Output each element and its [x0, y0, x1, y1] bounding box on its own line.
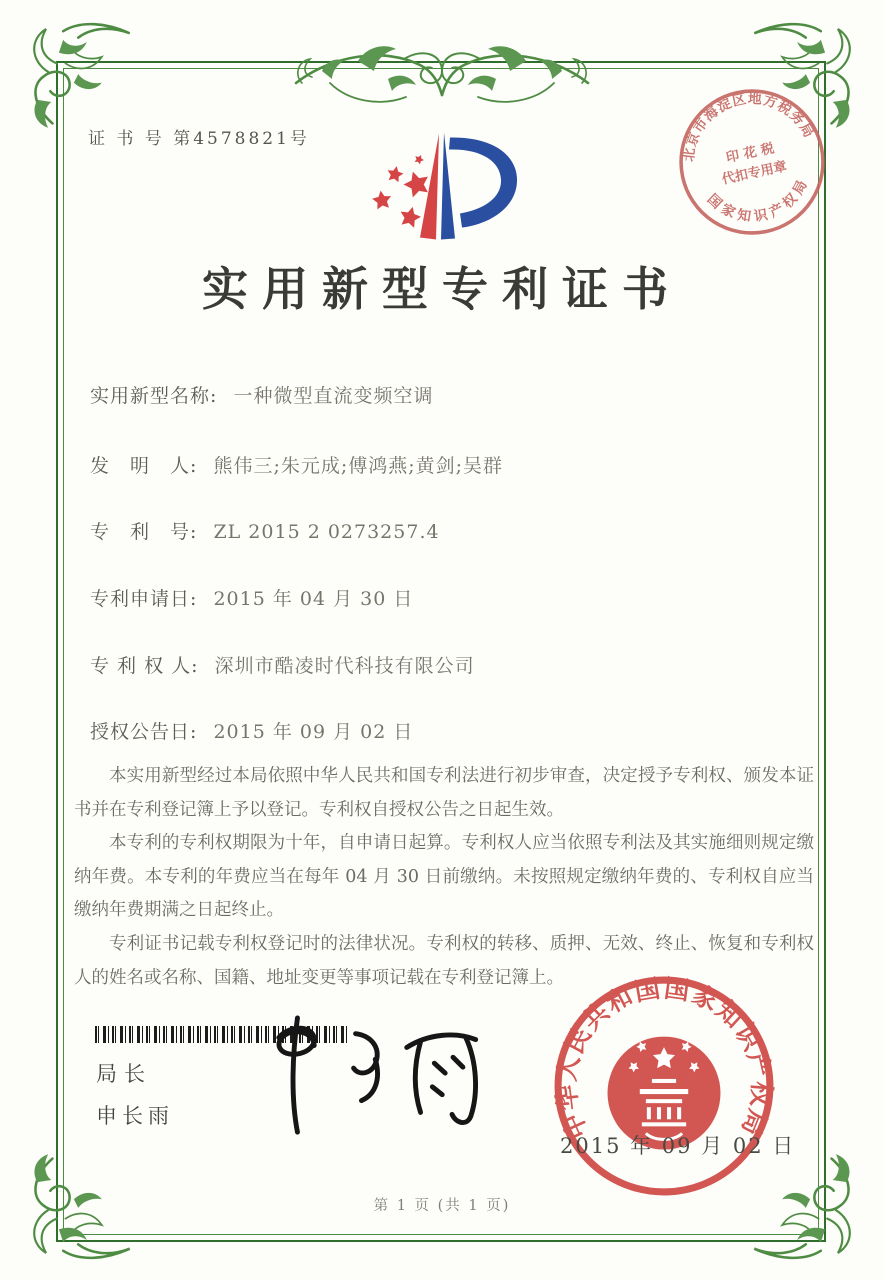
legal-paragraph-1: 本实用新型经过本局依照中华人民共和国专利法进行初步审查，决定授予专利权、颁发本证书并在专利登记簿上予以登记。专利权自授权公告之日起生效。 [74, 766, 814, 820]
commissioner-name: 申长雨 [96, 1104, 174, 1128]
field-patent-number [90, 517, 440, 544]
field-value: ZL 2015 2 0273257.4 [213, 521, 440, 543]
certificate-number: 证 书 号 第4578821号 [88, 129, 310, 149]
cnipa-ip-logo [338, 122, 553, 260]
field-patentee [90, 651, 475, 678]
commissioner-signature [222, 1012, 497, 1140]
field-filing-date [90, 584, 413, 611]
tax-seal-center-line1: 印 花 税 [724, 141, 776, 167]
field-label: 专 利 号: [90, 521, 198, 543]
field-utility-model-name [90, 381, 433, 408]
cnipa-official-seal [548, 970, 780, 1202]
document-title: 实用新型专利证书 [202, 262, 682, 316]
corner-flourish-top-left [16, 14, 134, 132]
tax-seal-center-line2: 代扣专用章 [720, 159, 789, 188]
field-label: 发 明 人: [90, 455, 198, 477]
field-label: 专利申请日: [90, 588, 198, 610]
seal-date: 2015 年 09 月 02 日 [560, 1134, 796, 1158]
legal-text-block [74, 760, 814, 995]
tax-seal-ring-top-text: 北京市海淀区地方税务局 [680, 91, 817, 163]
legal-paragraph-3: 专利证书记载专利权登记时的法律状况。专利权的转移、质押、无效、终止、恢复和专利权人的姓名或名称、国籍、地址变更等事项记载在专利登记簿上。 [74, 933, 814, 988]
commissioner-title: 局长 [96, 1062, 152, 1086]
field-value: 深圳市酷凌时代科技有限公司 [214, 655, 475, 677]
field-label: 授权公告日: [90, 721, 198, 743]
tax-seal-ring-bottom-text: 国家知识产权局 [703, 177, 811, 226]
field-label: 专 利 权 人: [90, 655, 199, 677]
field-value: 2015 年 04 月 30 日 [213, 588, 414, 610]
field-value: 2015 年 09 月 02 日 [213, 721, 414, 743]
legal-paragraph-2: 本专利的专利权期限为十年，自申请日起算。专利权人应当依照专利法及其实施细则规定缴纳年费。本专利的年费应当在每年 04 月 30 日前缴纳。未按照规定缴纳年费的、专利权自应当缴纳年费期满之日起终止。 [74, 833, 814, 921]
top-center-ornament [292, 30, 592, 118]
page-number: 第 1 页 (共 1 页) [373, 1198, 511, 1214]
tax-stamp-seal [662, 72, 842, 252]
field-label: 实用新型名称: [90, 385, 218, 407]
field-inventors [90, 451, 503, 478]
field-grant-date [90, 717, 413, 744]
field-value: 一种微型直流变频空调 [233, 385, 434, 407]
authority-seal-ring-text: 中华人民共和国国家知识产权局 [550, 972, 778, 1144]
field-value: 熊伟三;朱元成;傅鸿燕;黄剑;吴群 [213, 455, 504, 477]
